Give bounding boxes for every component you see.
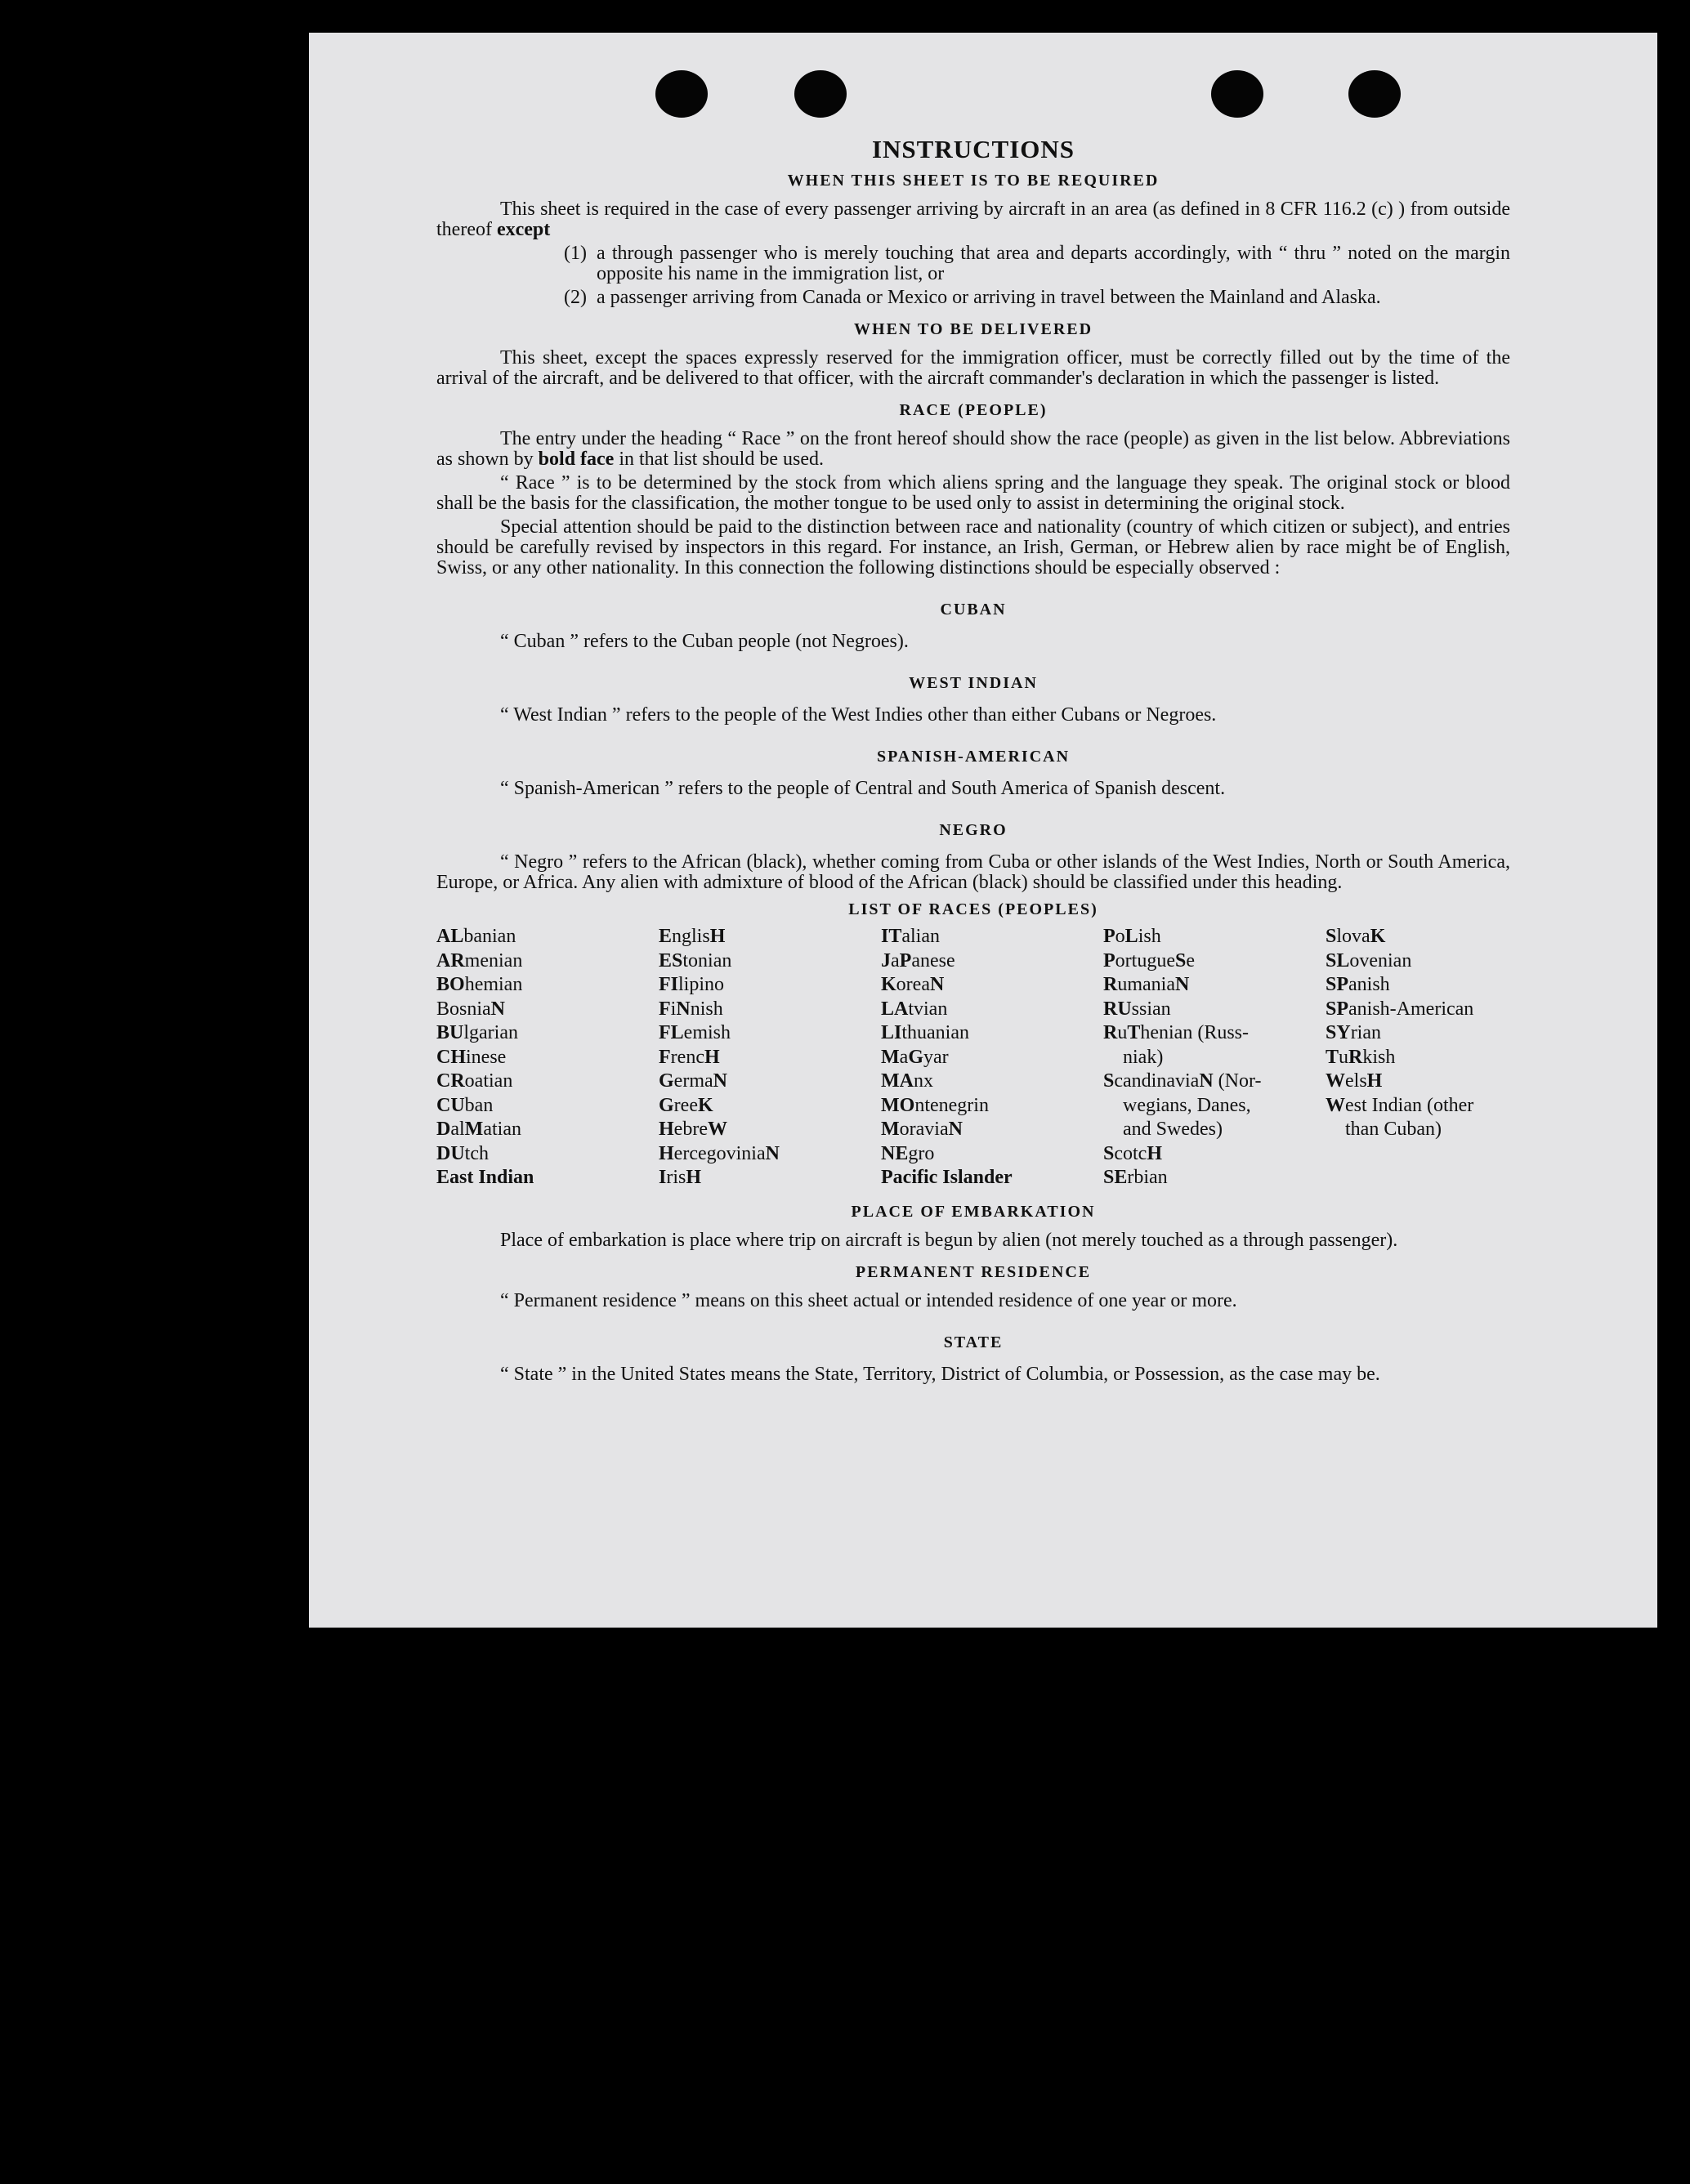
item-number: (2): [564, 287, 587, 308]
section-heading-spanish-american: SPANISH-AMERICAN: [876, 748, 1071, 766]
race-text: a: [891, 949, 900, 971]
race-abbreviation: K: [881, 974, 896, 995]
race-abbreviation: N: [948, 1119, 963, 1140]
race-abbreviation: SL: [1326, 949, 1350, 971]
race-abbreviation: East Indian: [436, 1167, 534, 1188]
race-entry: [659, 1070, 881, 1094]
residence-text: “ Permanent residence ” means on this sheet actual or intended residence of one year or more.: [500, 1289, 1237, 1311]
race-entry: [881, 1166, 1103, 1190]
race-entry: [436, 1094, 659, 1119]
race-text: emish: [683, 1022, 731, 1043]
race-entry: [436, 1021, 659, 1046]
race-text: a: [899, 1046, 909, 1068]
race-text: els: [1345, 1070, 1367, 1092]
delivered-text: This sheet, except the spaces expressly reserved for the immigration officer, must be correctly filled out by the time of the arrival of the aircraft, and be delivered to that officer, with the aircraft commander's declaration in which the passenger is listed.: [436, 347, 1510, 389]
race-abbreviation: W: [1326, 1070, 1345, 1092]
race-text: anese: [911, 949, 955, 971]
race-entry: [659, 1046, 881, 1070]
race-entry: [436, 973, 659, 998]
race-abbreviation: F: [659, 998, 671, 1020]
race-text: cotc: [1114, 1142, 1147, 1164]
race-abbreviation: FI: [659, 974, 678, 995]
race-abbreviation: R: [1103, 974, 1118, 995]
race-entry: [881, 1070, 1103, 1094]
race-entry: [659, 973, 881, 998]
race-abbreviation: SY: [1326, 1022, 1351, 1043]
race-abbreviation: S: [1174, 949, 1187, 971]
race-abbreviation: K: [697, 1094, 713, 1116]
race-text: ortugue: [1115, 949, 1175, 971]
race-abbreviation: M: [881, 1046, 900, 1068]
race-abbreviation: G: [908, 1046, 923, 1068]
race-entry: [881, 1094, 1103, 1119]
race-text: atian: [483, 1119, 521, 1140]
race-abbreviation: AR: [436, 949, 465, 971]
race-text: (Nor-: [1213, 1070, 1262, 1092]
race-entry: [659, 1142, 881, 1167]
required-intro-text: This sheet is required in the case of every passenger arriving by aircraft in an area (as defined in 8 CFR 116.2 (c) ) from outside thereof: [436, 199, 1510, 240]
item-text: a through passenger who is merely touching that area and departs accordingly, with “ thru ” noted on the margin opposite his name in the immigration list, or: [597, 243, 1510, 284]
race-entry: [659, 1166, 881, 1190]
race-text: ssian: [1131, 998, 1171, 1020]
race-abbreviation: K: [1370, 926, 1386, 947]
race-abbreviation: BO: [436, 974, 465, 995]
race-text: e: [1186, 949, 1195, 971]
race-abbreviation: W: [1326, 1094, 1345, 1116]
race-entry: [436, 1046, 659, 1070]
punch-hole: [1211, 70, 1263, 118]
race-abbreviation: G: [659, 1094, 674, 1116]
section-heading-state: STATE: [943, 1333, 1004, 1351]
race-abbreviation: H: [659, 1142, 674, 1164]
race-abbreviation: H: [704, 1046, 720, 1068]
race-text: ovenian: [1349, 949, 1412, 971]
race-entry: [436, 1142, 659, 1167]
race-entry: [881, 1142, 1103, 1167]
races-column: [1326, 925, 1510, 1190]
race-abbreviation: N: [676, 998, 691, 1020]
race-abbreviation: N: [713, 1070, 727, 1092]
race-text: lgarian: [463, 1022, 518, 1043]
race-abbreviation: SP: [1326, 974, 1349, 995]
race-abbreviation: H: [1147, 1142, 1163, 1164]
race-entry: [436, 998, 659, 1022]
race-entry: [1103, 998, 1326, 1022]
race-paragraph-3: Special attention should be paid to the distinction between race and nationality (country of which citizen or subject), and entries should be carefully revised by inspectors in this regard. For instance, an Irish, German, or Hebrew alien by race might be of English, Swiss, or any other nationality. In this connection the following distinctions should be especially observed :: [436, 516, 1510, 578]
race-text: al: [450, 1119, 465, 1140]
section-heading-west-indian: WEST INDIAN: [909, 674, 1038, 692]
race-text: u: [1117, 1022, 1128, 1043]
race-entry: [659, 925, 881, 949]
race-abbreviation: P: [899, 949, 912, 971]
embarkation-text: Place of embarkation is place where trip on aircraft is begun by alien (not merely touched as a through passenger).: [500, 1229, 1398, 1251]
race-entry: [1326, 949, 1510, 974]
race-abbreviation: ES: [659, 949, 683, 971]
race-entry: [436, 1070, 659, 1094]
race-abbreviation: F: [659, 1046, 671, 1068]
race-abbreviation: N: [929, 974, 945, 995]
race-text: est Indian (other: [1345, 1094, 1474, 1116]
races-column: [659, 925, 881, 1190]
required-item: [436, 288, 1510, 308]
races-table: [436, 925, 1510, 1190]
race-abbreviation: H: [709, 926, 726, 947]
race-entry: [1326, 925, 1510, 949]
race-abbreviation: IT: [881, 926, 902, 947]
spanish-american-text: “ Spanish-American ” refers to the people of Central and South America of Spanish descent.: [500, 778, 1226, 799]
race-p1-bold: bold face: [538, 449, 615, 470]
race-abbreviation: BU: [436, 1022, 464, 1043]
race-paragraph-2: “ Race ” is to be determined by the stock from which aliens spring and the language they speak. The original stock or blood shall be the basis for the classification, the mother tongue to be used only to assist in determining the original stock.: [436, 472, 1510, 514]
race-text: inese: [466, 1046, 507, 1068]
race-text: u: [1339, 1046, 1349, 1068]
race-entry: [659, 949, 881, 974]
race-text: rbian: [1127, 1167, 1168, 1188]
required-intro-except: except: [496, 219, 551, 240]
race-abbreviation: FL: [659, 1022, 684, 1043]
race-abbreviation: J: [881, 949, 891, 971]
section-heading-delivered: WHEN TO BE DELIVERED: [853, 320, 1093, 338]
race-entry: [1103, 1094, 1326, 1119]
race-text: oravia: [899, 1119, 949, 1140]
race-text: and Swedes): [1123, 1119, 1223, 1140]
race-text: ebre: [673, 1119, 708, 1140]
race-abbreviation: M: [881, 1119, 900, 1140]
race-abbreviation: T: [1127, 1022, 1141, 1043]
race-text: nx: [913, 1070, 933, 1092]
race-entry: [1326, 1094, 1510, 1119]
race-entry: [1103, 1166, 1326, 1190]
race-abbreviation: G: [659, 1070, 674, 1092]
race-abbreviation: LA: [881, 998, 909, 1020]
race-text: ban: [464, 1094, 494, 1116]
race-entry: [1103, 973, 1326, 998]
race-text: ree: [673, 1094, 698, 1116]
race-text: henian (Russ-: [1140, 1022, 1250, 1043]
race-abbreviation: RU: [1103, 998, 1132, 1020]
race-abbreviation: N: [1199, 1070, 1214, 1092]
section-heading-residence: PERMANENT RESIDENCE: [855, 1262, 1092, 1281]
race-entry: [1326, 998, 1510, 1022]
race-text: thuanian: [901, 1022, 969, 1043]
races-column: [881, 925, 1103, 1190]
race-text: nglis: [672, 926, 710, 947]
race-entry: [1326, 1070, 1510, 1094]
race-text: anish-American: [1348, 998, 1474, 1020]
race-abbreviation: T: [1326, 1046, 1339, 1068]
instructions-content: [436, 135, 1510, 1388]
race-text: wegians, Danes,: [1123, 1094, 1251, 1116]
race-entry: [1326, 1046, 1510, 1070]
race-entry: [659, 1118, 881, 1142]
race-text: rian: [1350, 1022, 1381, 1043]
race-abbreviation: CU: [436, 1094, 465, 1116]
race-abbreviation: M: [464, 1119, 484, 1140]
required-item: [436, 243, 1510, 284]
race-text: tvian: [908, 998, 948, 1020]
race-entry: [1103, 1021, 1326, 1046]
punch-hole: [655, 70, 708, 118]
race-abbreviation: S: [1326, 926, 1337, 947]
race-abbreviation: P: [1103, 949, 1115, 971]
race-entry: [1326, 1021, 1510, 1046]
race-text: tch: [464, 1142, 489, 1164]
race-abbreviation: CH: [436, 1046, 466, 1068]
west-indian-text: “ West Indian ” refers to the people of the West Indies other than either Cubans or Negroes.: [500, 704, 1217, 726]
race-entry: [881, 925, 1103, 949]
race-entry: [436, 1166, 659, 1190]
race-abbreviation: LI: [881, 1022, 902, 1043]
race-abbreviation: I: [659, 1167, 667, 1188]
race-abbreviation: MA: [881, 1070, 914, 1092]
race-abbreviation: S: [1103, 1070, 1115, 1092]
race-text: hemian: [464, 974, 523, 995]
races-column: [436, 925, 659, 1190]
race-text: lova: [1336, 926, 1370, 947]
race-text: i: [670, 998, 677, 1020]
race-entry: [881, 1118, 1103, 1142]
section-heading-race: RACE (PEOPLE): [899, 401, 1048, 419]
race-entry: [659, 1021, 881, 1046]
race-entry: [1326, 973, 1510, 998]
required-intro: [436, 199, 1510, 240]
race-text: ris: [666, 1167, 686, 1188]
race-p1-text-a: The entry under the heading “ Race ” on the front hereof should show the race (people) as given in the list below. Abbreviations as shown by: [436, 428, 1510, 470]
race-entry: [436, 949, 659, 974]
race-entry: [1103, 1070, 1326, 1094]
section-heading-embarkation: PLACE OF EMBARKATION: [851, 1202, 1096, 1221]
race-entry: [881, 1046, 1103, 1070]
race-entry: [436, 925, 659, 949]
race-text: nish: [690, 998, 723, 1020]
race-text: than Cuban): [1345, 1119, 1442, 1140]
race-text: yar: [923, 1046, 949, 1068]
race-abbreviation: NE: [881, 1142, 909, 1164]
race-text: erma: [673, 1070, 713, 1092]
race-entry: [436, 1118, 659, 1142]
race-abbreviation: R: [1103, 1022, 1118, 1043]
race-paragraph-1: [436, 429, 1510, 470]
race-text: gro: [908, 1142, 935, 1164]
race-text: Bosnia: [436, 998, 491, 1020]
races-column: [1103, 925, 1326, 1190]
section-heading-list-of-races: LIST OF RACES (PEOPLES): [848, 900, 1098, 918]
race-abbreviation: H: [659, 1119, 674, 1140]
race-text: anish: [1348, 974, 1390, 995]
race-text: banian: [463, 926, 516, 947]
page-title: INSTRUCTIONS: [871, 135, 1075, 163]
race-entry: [1103, 949, 1326, 974]
race-abbreviation: W: [707, 1119, 727, 1140]
race-text: niak): [1123, 1046, 1164, 1068]
race-entry: [659, 1094, 881, 1119]
race-text: lipino: [678, 974, 725, 995]
race-abbreviation: R: [1348, 1046, 1363, 1068]
race-entry: [881, 949, 1103, 974]
race-entry: [1103, 1118, 1326, 1142]
race-entry: [1103, 1046, 1326, 1070]
race-entry: [881, 973, 1103, 998]
item-number: (1): [564, 243, 587, 264]
race-abbreviation: N: [765, 1142, 780, 1164]
race-abbreviation: N: [490, 998, 506, 1020]
race-abbreviation: H: [1366, 1070, 1383, 1092]
race-abbreviation: MO: [881, 1094, 915, 1116]
punch-hole: [1348, 70, 1401, 118]
race-p1-text-b: in that list should be used.: [614, 449, 824, 470]
race-text: umania: [1117, 974, 1175, 995]
race-abbreviation: Pacific Islander: [881, 1167, 1013, 1188]
race-abbreviation: P: [1103, 926, 1115, 947]
race-abbreviation: D: [436, 1119, 451, 1140]
race-abbreviation: L: [1124, 926, 1138, 947]
race-text: oatian: [464, 1070, 513, 1092]
item-text: a passenger arriving from Canada or Mexico or arriving in travel between the Mainland and Alaska.: [597, 287, 1381, 308]
race-text: ntenegrin: [914, 1094, 989, 1116]
race-abbreviation: E: [659, 926, 673, 947]
race-text: menian: [464, 949, 523, 971]
race-abbreviation: N: [1174, 974, 1190, 995]
race-entry: [1103, 1142, 1326, 1167]
race-abbreviation: DU: [436, 1142, 465, 1164]
state-text: “ State ” in the United States means the State, Territory, District of Columbia, or Possession, as the case may be.: [500, 1363, 1380, 1385]
section-heading-negro: NEGRO: [939, 821, 1008, 839]
section-heading-cuban: CUBAN: [940, 601, 1007, 619]
race-entry: [881, 1021, 1103, 1046]
punch-hole: [794, 70, 847, 118]
document-page: [309, 33, 1657, 1628]
race-text: tonian: [682, 949, 732, 971]
race-entry: [1103, 925, 1326, 949]
race-text: orea: [896, 974, 930, 995]
section-heading-required: WHEN THIS SHEET IS TO BE REQUIRED: [787, 172, 1160, 190]
race-text: candinavia: [1114, 1070, 1200, 1092]
race-text: kish: [1362, 1046, 1396, 1068]
race-entry: [1326, 1118, 1510, 1142]
race-abbreviation: SP: [1326, 998, 1349, 1020]
cuban-text: “ Cuban ” refers to the Cuban people (not Negroes).: [500, 631, 909, 652]
negro-text: “ Negro ” refers to the African (black), whether coming from Cuba or other islands of the West Indies, North or South America, Europe, or Africa. Any alien with admixture of blood of the African (black) should be classified under this heading.: [436, 851, 1510, 893]
race-text: ish: [1138, 926, 1161, 947]
race-abbreviation: AL: [436, 926, 464, 947]
race-text: ercegovinia: [673, 1142, 766, 1164]
race-entry: [659, 998, 881, 1022]
race-text: o: [1115, 926, 1125, 947]
race-abbreviation: CR: [436, 1070, 465, 1092]
race-abbreviation: H: [686, 1167, 702, 1188]
race-abbreviation: S: [1103, 1142, 1115, 1164]
race-abbreviation: SE: [1103, 1167, 1128, 1188]
race-text: renc: [670, 1046, 704, 1068]
race-entry: [881, 998, 1103, 1022]
race-text: alian: [901, 926, 940, 947]
